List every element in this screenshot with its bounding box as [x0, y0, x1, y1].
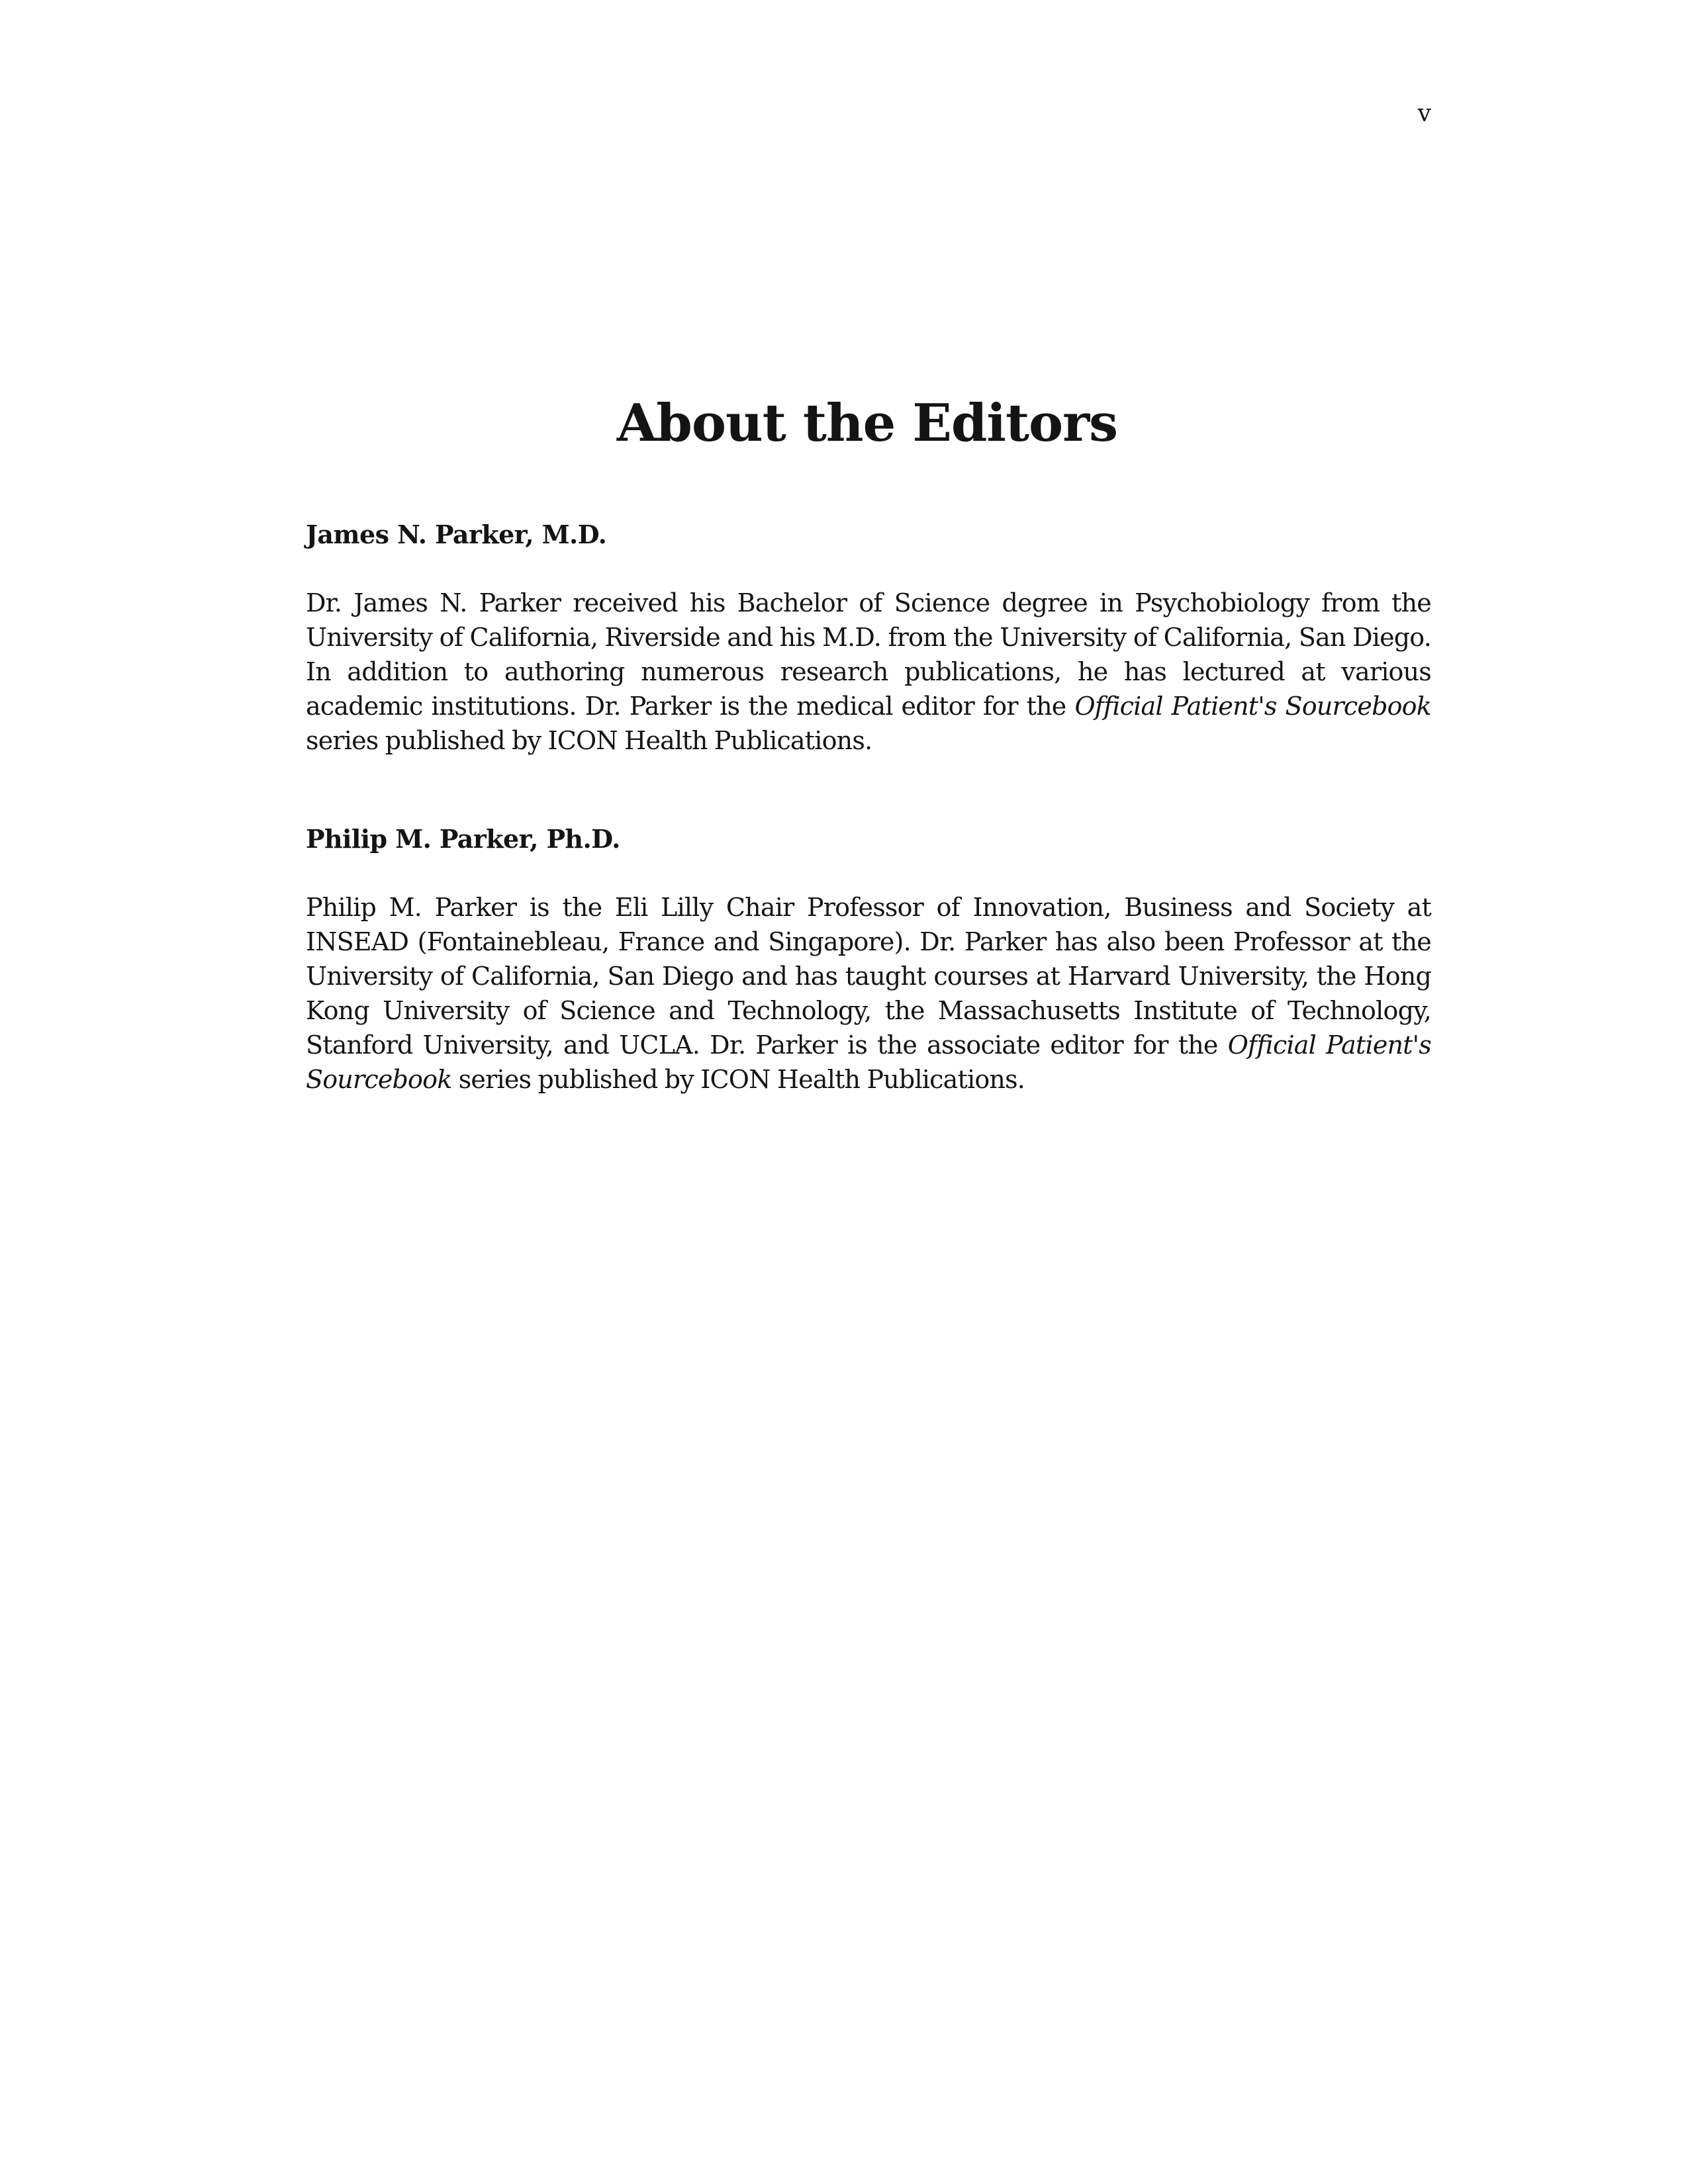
editor-section-james-parker: [306, 518, 1431, 758]
editor-section-philip-parker: [306, 822, 1431, 1097]
bio-text-before-series: Philip M. Parker is the Eli Lilly Chair Professor of Innovation, Business and Society at INSEAD (Fontainebleau, France and Singapore). Dr. Parker has also been Professor at the University of California, San Diego and has taught courses at Harvard University, the Hong Kong University of Science and Technology, the Massachusetts Institute of Technology, Stanford University, and UCLA. Dr. Parker is the associate editor for the: [306, 893, 1431, 1060]
page-number: v: [1417, 100, 1431, 127]
editor-biography: [306, 890, 1431, 1097]
series-title: Official Patient's Sourcebook: [306, 1030, 1431, 1094]
series-title: Official Patient's Sourcebook: [1074, 692, 1431, 721]
editor-name: James N. Parker, M.D.: [306, 520, 607, 549]
editor-biography: [306, 586, 1431, 758]
bio-text-before-series: Dr. James N. Parker received his Bachelor of Science degree in Psychobiology from the University of California, Riverside and his M.D. from the University of California, San Diego. In addition to authoring numerous research publications, he has lectured at various academic institutions. Dr. Parker is the medical editor for the: [306, 588, 1431, 721]
bio-text-after-series: series published by ICON Health Publications.: [451, 1065, 1025, 1094]
bio-text-after-series: series published by ICON Health Publications.: [306, 726, 872, 755]
editor-name: Philip M. Parker, Ph.D.: [306, 824, 620, 854]
page-title: About the Editors: [616, 393, 1118, 453]
